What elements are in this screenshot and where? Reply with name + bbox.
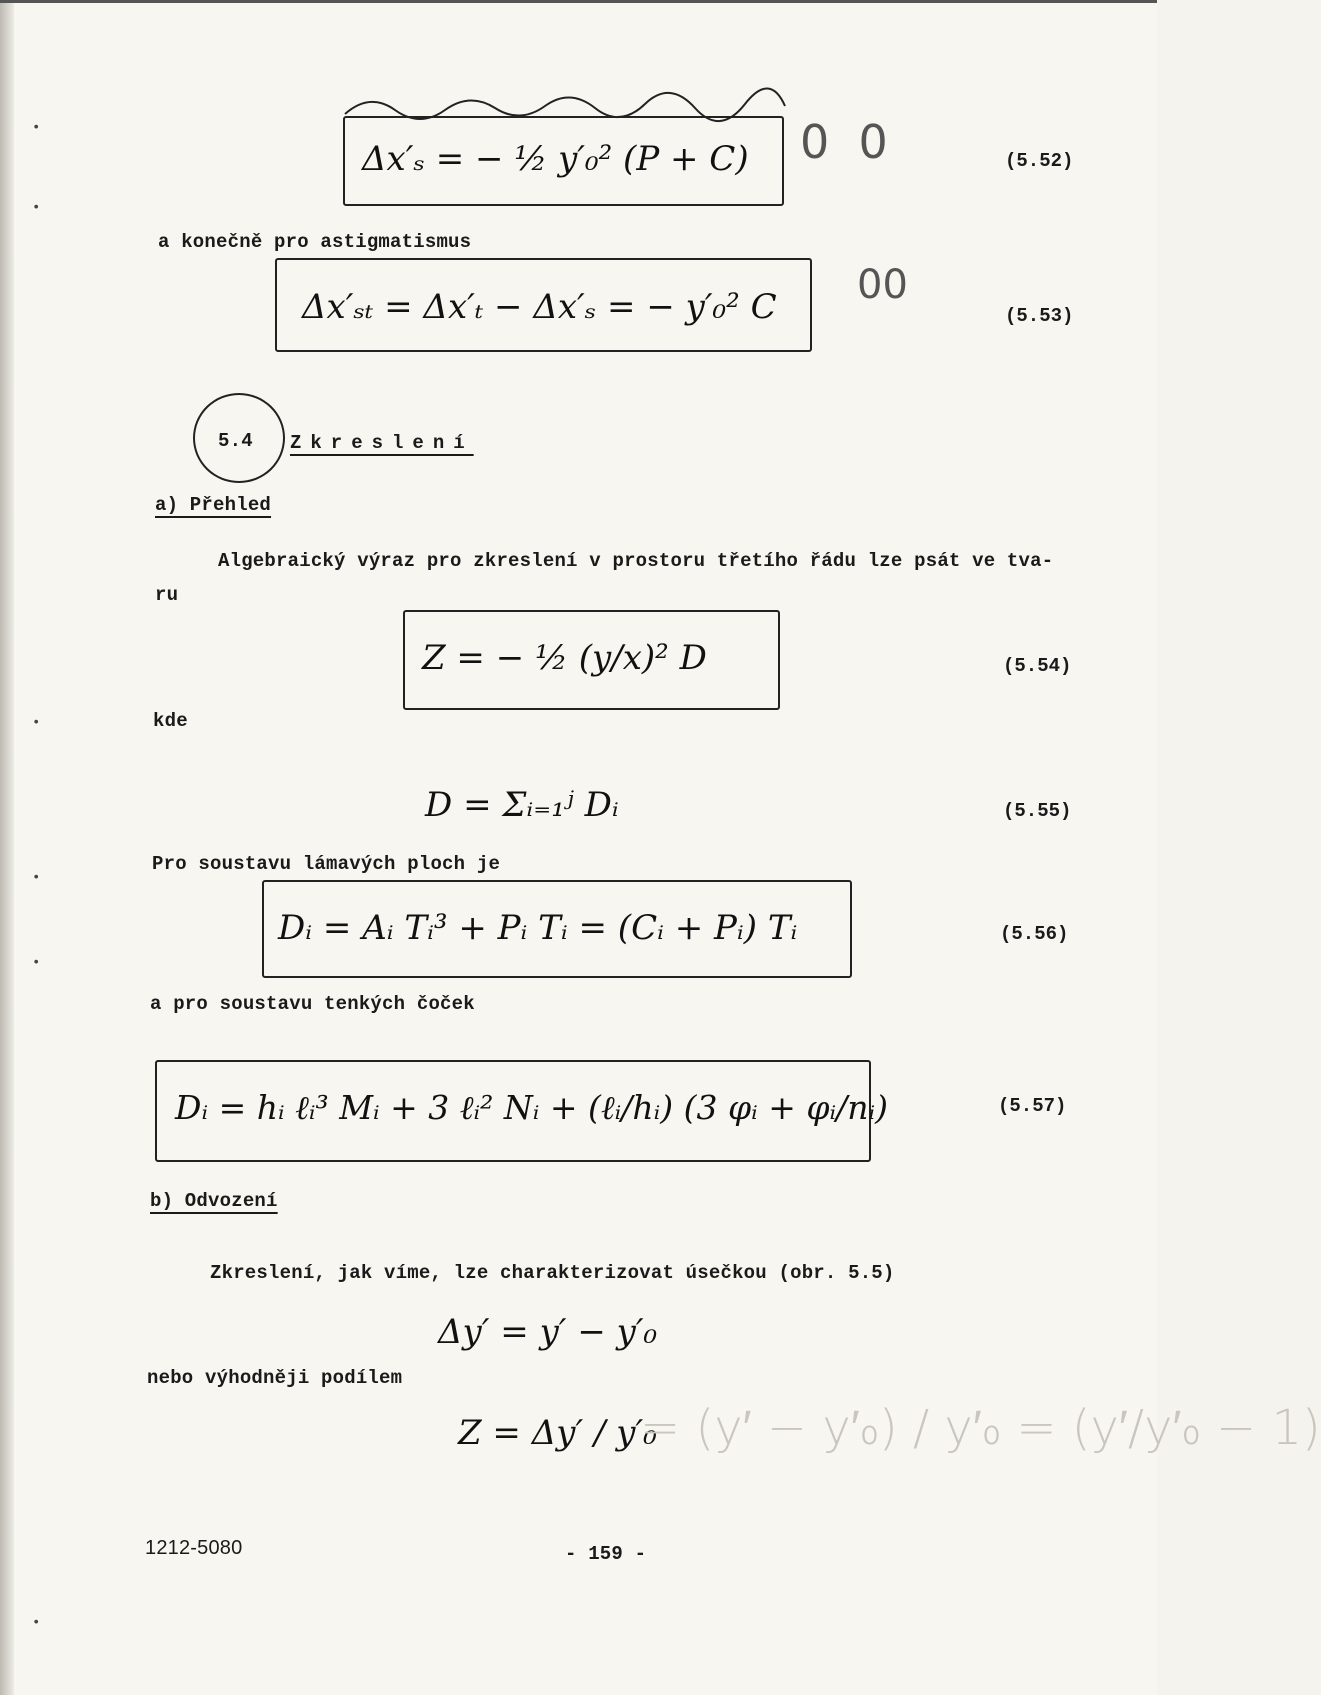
section-title: Zkreslení: [290, 432, 474, 454]
paragraph: Algebraický výraz pro zkreslení v prostoru třetího řádu lze psát ve tva-: [218, 550, 1054, 572]
scan-top-edge: [0, 0, 1157, 3]
subsection-heading: b) Odvození: [150, 1190, 278, 1212]
paragraph: Zkreslení, jak víme, lze charakterizovat úsečkou (obr. 5.5): [210, 1262, 895, 1284]
margin-dot: •: [32, 715, 41, 731]
inline-equation: Z = Δy′ / y′₀: [458, 1413, 657, 1453]
equation-formula: Δx′ₛₜ = Δx′ₜ − Δx′ₛ = − y′₀² C: [302, 287, 777, 327]
equation-formula: D = Σᵢ₌₁ʲ Dᵢ: [425, 785, 619, 825]
margin-annotation: 00: [857, 262, 908, 308]
paragraph: ru: [155, 584, 179, 606]
inline-equation: Δy′ = y′ − y′₀: [438, 1312, 658, 1352]
margin-dot: •: [32, 200, 41, 216]
equation-formula: Dᵢ = hᵢ ℓᵢ³ Mᵢ + 3 ℓᵢ² Nᵢ + (ℓᵢ/hᵢ) (3 φᵢ + φᵢ/nᵢ): [175, 1088, 888, 1127]
page-number: - 159 -: [565, 1543, 647, 1565]
paragraph: Pro soustavu lámavých ploch je: [152, 853, 501, 875]
document-code: 1212-5080: [145, 1537, 243, 1559]
equation-formula: Δx′ₛ = − ½ y′₀² (P + C): [362, 139, 749, 179]
equation-number: (5.52): [1005, 150, 1074, 172]
equation-number: (5.56): [1000, 923, 1069, 945]
label-text: kde: [153, 710, 188, 732]
margin-annotation: 0 0: [800, 115, 888, 169]
margin-dot: •: [32, 120, 41, 136]
subsection-heading: a) Přehled: [155, 494, 272, 516]
margin-dot: •: [32, 955, 41, 971]
margin-dot: •: [32, 1615, 41, 1631]
margin-dot: •: [32, 870, 41, 886]
paragraph: a pro soustavu tenkých čoček: [150, 993, 475, 1015]
section-number: 5.4: [218, 430, 253, 452]
paragraph: a konečně pro astigmatismus: [158, 231, 472, 253]
equation-number: (5.57): [998, 1095, 1067, 1117]
pencil-annotation: = (y′ − y′₀) / y′₀ = (y′/y′₀ − 1): [640, 1400, 1321, 1456]
scan-edge-shadow: [0, 0, 14, 1695]
equation-number: (5.54): [1003, 655, 1072, 677]
equation-number: (5.53): [1005, 305, 1074, 327]
equation-formula: Z = − ½ (y/x)² D: [422, 638, 707, 678]
equation-number: (5.55): [1003, 800, 1072, 822]
equation-formula: Dᵢ = Aᵢ Tᵢ³ + Pᵢ Tᵢ = (Cᵢ + Pᵢ) Tᵢ: [278, 908, 798, 948]
paragraph: nebo výhodněji podílem: [147, 1367, 403, 1389]
